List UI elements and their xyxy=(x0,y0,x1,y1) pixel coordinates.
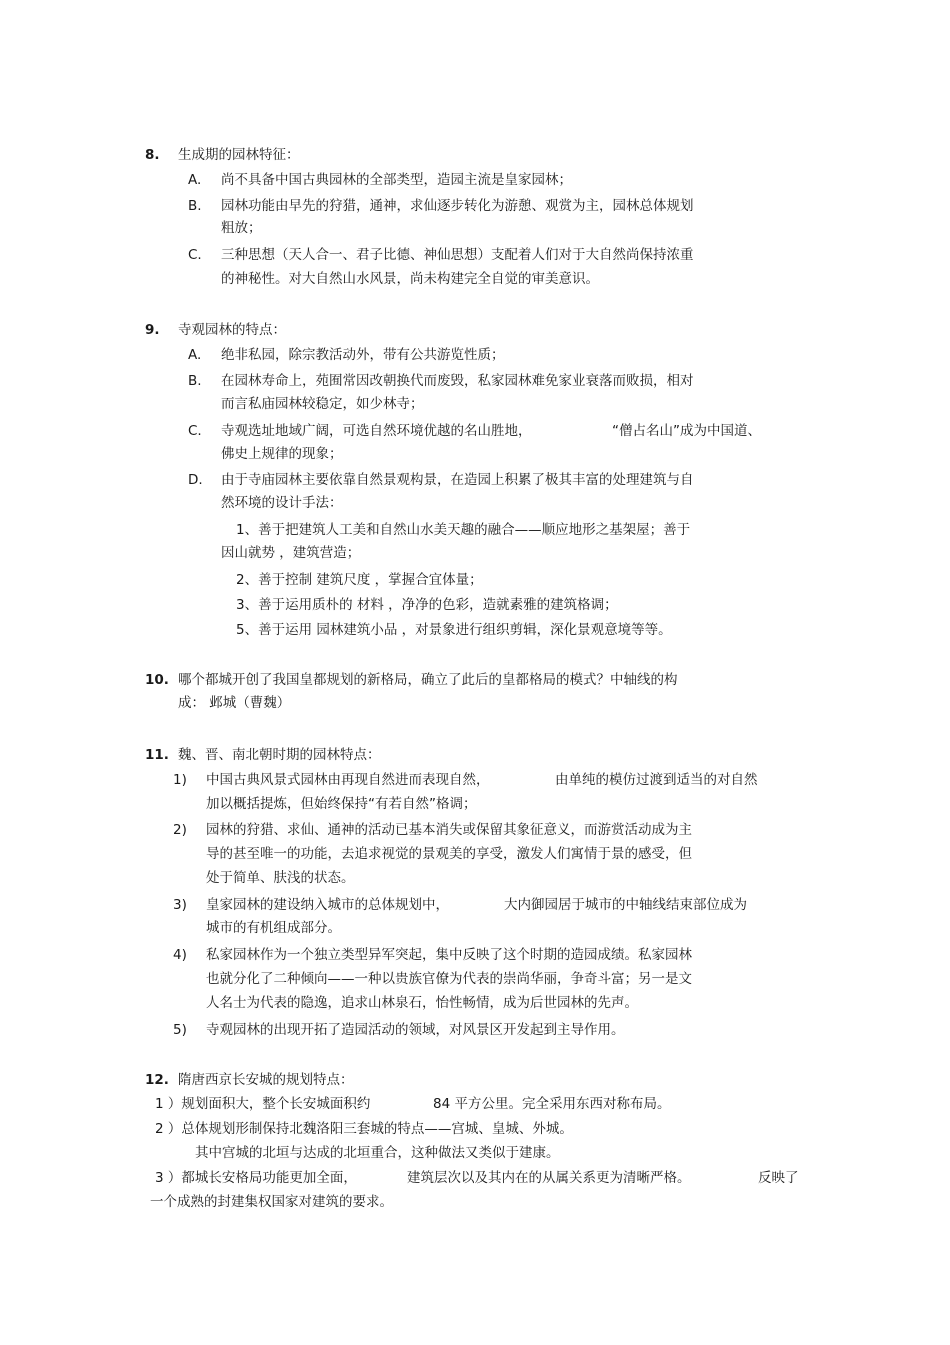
q11-item-4-line3: 人名士为代表的隐逸，追求山林泉石，怡性畅情，成为后世园林的先声。 xyxy=(206,995,638,1011)
q8-item-a: 尚不具备中国古典园林的全部类型，造园主流是皇家园林； xyxy=(221,172,572,188)
q9-sub-2: 2、善于控制 建筑尺度 ，掌握合宜体量； xyxy=(236,572,483,588)
q9-marker-a: A. xyxy=(188,347,202,363)
q12-item-3b: 建筑层次以及其内在的从属关系更为清晰严格。 xyxy=(407,1170,691,1186)
q10-line2: 成： 邺城（曹魏） xyxy=(178,695,291,711)
q9-marker-d: D. xyxy=(188,472,203,488)
q9-item-b-line2: 而言私庙园林较稳定，如少林寺； xyxy=(221,396,424,412)
q9-title: 寺观园林的特点： xyxy=(178,322,286,338)
q8-title: 生成期的园林特征： xyxy=(178,147,300,163)
q11-item-1-line1b: 由单纯的模仿过渡到适当的对自然 xyxy=(555,772,758,788)
q8-item-b-line1: 园林功能由早先的狩猎，通神，求仙逐步转化为游憩、观赏为主，园林总体规划 xyxy=(221,198,694,214)
q9-marker-c: C. xyxy=(188,423,202,439)
q12-number: 12. xyxy=(145,1072,169,1088)
q11-item-2-line3: 处于简单、肤浅的状态。 xyxy=(206,870,355,886)
q11-item-2-line1: 园林的狩猎、求仙、通神的活动已基本消失或保留其象征意义，而游赏活动成为主 xyxy=(206,822,692,838)
q11-marker-2: 2) xyxy=(173,822,187,838)
q11-item-5: 寺观园林的出现开拓了造园活动的领域，对风景区开发起到主导作用。 xyxy=(206,1022,625,1038)
q9-sub-1-line1: 1、善于把建筑人工美和自然山水美天趣的融合——顺应地形之基架屋；善于 xyxy=(236,522,691,538)
q10-number: 10. xyxy=(145,672,169,688)
q12-item-3a: 3 ）都城长安格局功能更加全面， xyxy=(155,1170,357,1186)
q11-marker-5: 5) xyxy=(173,1022,187,1038)
q11-item-3-line2: 城市的有机组成部分。 xyxy=(206,920,341,936)
q9-item-d-line1: 由于寺庙园林主要依靠自然景观构景，在造园上积累了极其丰富的处理建筑与自 xyxy=(221,472,694,488)
q12-item-1b: 84 平方公里。完全采用东西对称布局。 xyxy=(433,1096,671,1112)
q8-item-c-line2: 的神秘性。对大自然山水风景，尚未构建完全自觉的审美意识。 xyxy=(221,271,599,287)
q9-number: 9. xyxy=(145,322,160,338)
q8-number: 8. xyxy=(145,147,160,163)
q12-title: 隋唐西京长安城的规划特点： xyxy=(178,1072,354,1088)
q11-marker-3: 3) xyxy=(173,897,187,913)
q9-item-a: 绝非私园，除宗教活动外，带有公共游览性质； xyxy=(221,347,505,363)
q9-sub-3: 3、善于运用质朴的 材料 ，净净的色彩，造就素雅的建筑格调； xyxy=(236,597,618,613)
q11-item-1-line1a: 中国古典风景式园林由再现自然进而表现自然， xyxy=(206,772,490,788)
q11-item-4-line2: 也就分化了二种倾向——一种以贵族官僚为代表的崇尚华丽，争奇斗富；另一是文 xyxy=(206,971,692,987)
q11-marker-4: 4) xyxy=(173,947,187,963)
q11-item-3-line1b: 大内御园居于城市的中轴线结束部位成为 xyxy=(504,897,747,913)
q8-marker-c: C. xyxy=(188,247,202,263)
q9-sub-1-line2: 因山就势 ，建筑营造； xyxy=(221,545,361,561)
q9-sub-5: 5、善于运用 园林建筑小品 ，对景象进行组织剪辑，深化景观意境等等。 xyxy=(236,622,672,638)
q12-item-1a: 1 ）规划面积大，整个长安城面积约 xyxy=(155,1096,371,1112)
q11-marker-1: 1) xyxy=(173,772,187,788)
q9-item-c-line1a: 寺观选址地域广阔，可选自然环境优越的名山胜地， xyxy=(221,423,532,439)
q12-item-3-line2: 一个成熟的封建集权国家对建筑的要求。 xyxy=(150,1194,393,1210)
q11-item-3-line1a: 皇家园林的建设纳入城市的总体规划中， xyxy=(206,897,449,913)
q8-marker-b: B. xyxy=(188,198,202,214)
q12-item-3c: 反映了 xyxy=(758,1170,799,1186)
q12-item-2: 2 ）总体规划形制保持北魏洛阳三套城的特点——宫城、皇城、外城。 xyxy=(155,1121,573,1137)
q8-marker-a: A. xyxy=(188,172,202,188)
q11-title: 魏、晋、南北朝时期的园林特点： xyxy=(178,747,381,763)
q9-item-d-line2: 然环境的设计手法： xyxy=(221,495,343,511)
q8-item-c-line1: 三种思想（天人合一、君子比德、神仙思想）支配着人们对于大自然尚保持浓重 xyxy=(221,247,694,263)
q10-line1: 哪个都城开创了我国皇都规划的新格局，确立了此后的皇都格局的模式？中轴线的构 xyxy=(178,672,678,688)
q11-item-4-line1: 私家园林作为一个独立类型异军突起，集中反映了这个时期的造园成绩。私家园林 xyxy=(206,947,692,963)
q12-item-2-line2: 其中宫城的北垣与达成的北垣重合，这种做法又类似于建康。 xyxy=(195,1145,560,1161)
q9-item-c-line1b: “僧占名山”成为中国道、 xyxy=(612,423,761,439)
q11-item-1-line2: 加以概括提炼，但始终保持“有若自然”格调； xyxy=(206,796,477,812)
q8-item-b-line2: 粗放； xyxy=(221,220,262,236)
q11-number: 11. xyxy=(145,747,169,763)
q9-marker-b: B. xyxy=(188,373,202,389)
q9-item-b-line1: 在园林寿命上，苑囿常因改朝换代而废毁，私家园林难免家业衰落而败损，相对 xyxy=(221,373,694,389)
q9-item-c-line2: 佛史上规律的现象； xyxy=(221,446,343,462)
q11-item-2-line2: 导的甚至唯一的功能，去追求视觉的景观美的享受，激发人们寓情于景的感受，但 xyxy=(206,846,692,862)
